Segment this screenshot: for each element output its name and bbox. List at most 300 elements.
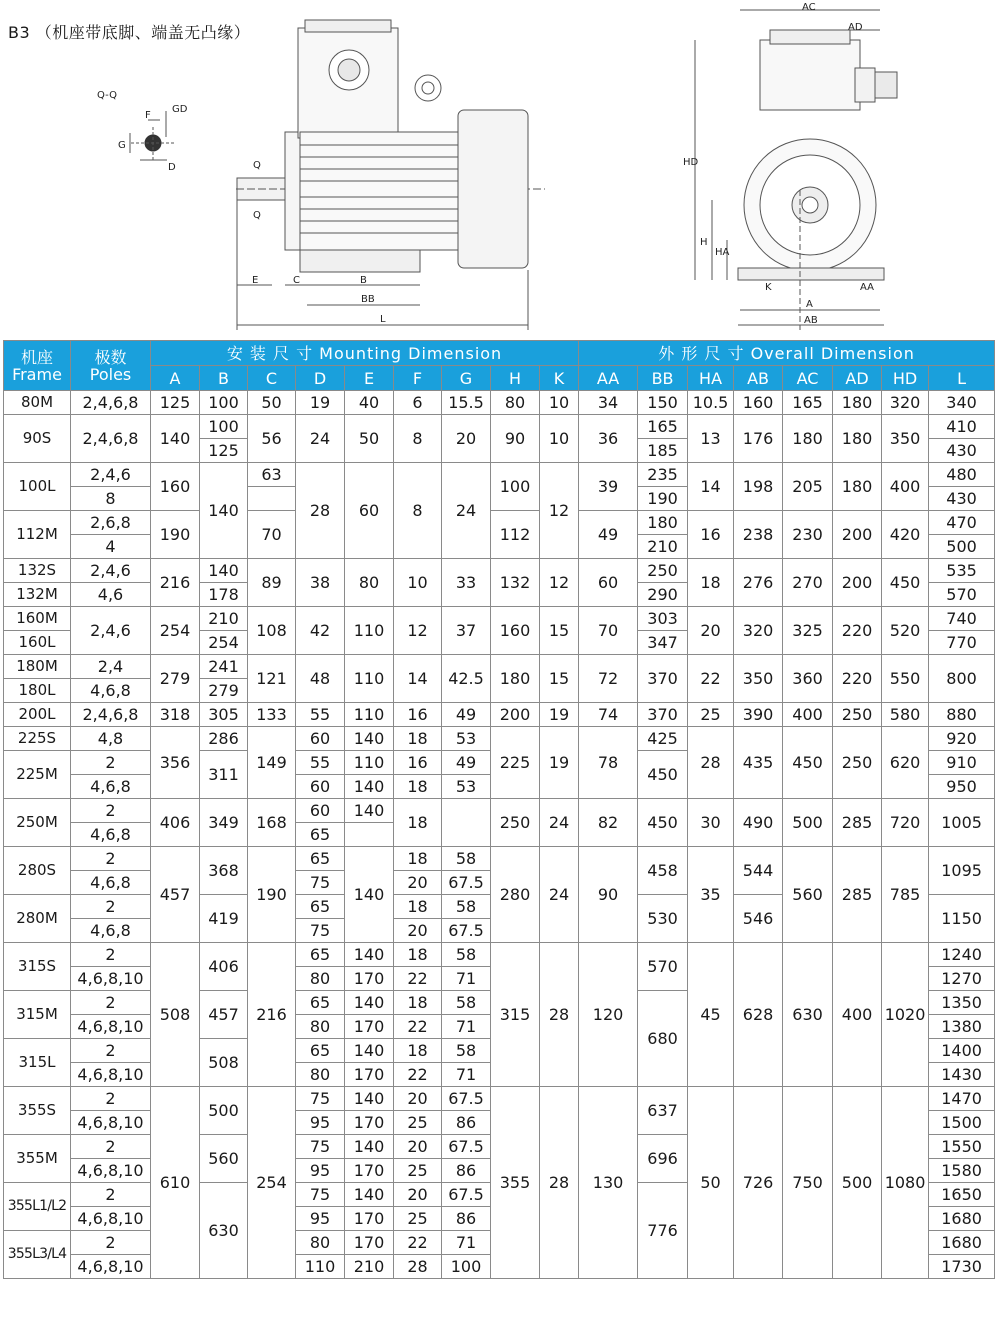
cell-hd: 520: [882, 607, 929, 655]
cell-frame: 180L: [4, 679, 71, 703]
cell-l: 570: [929, 583, 995, 607]
cell-g: 67.5: [442, 871, 491, 895]
cell-l: 1380: [929, 1015, 995, 1039]
cell-e: 140: [345, 1039, 394, 1063]
cell-frame: 250M: [4, 799, 71, 847]
cell-f: 22: [394, 1231, 442, 1255]
cell-frame: 355S: [4, 1087, 71, 1135]
cell-ad: 220: [833, 607, 882, 655]
cell-bb: 150: [638, 391, 688, 415]
cell-l: 1400: [929, 1039, 995, 1063]
cell-k: 24: [540, 799, 579, 847]
label-k: K: [765, 282, 772, 293]
cell-f: 6: [394, 391, 442, 415]
cell-b: 279: [200, 679, 248, 703]
cell-poles: 4,6,8: [71, 823, 151, 847]
cell-bb: 303: [638, 607, 688, 631]
cell-d: 19: [296, 391, 345, 415]
cell-l: 1680: [929, 1207, 995, 1231]
cell-poles: 4,8: [71, 727, 151, 751]
cell-k: 10: [540, 391, 579, 415]
cell-d: 42: [296, 607, 345, 655]
cell-poles: 2,4,6,8: [71, 703, 151, 727]
cell-f: 16: [394, 703, 442, 727]
cell-bb: 530: [638, 895, 688, 943]
cell-f: 25: [394, 1159, 442, 1183]
cell-bb: 370: [638, 655, 688, 703]
cell-poles: 2: [71, 751, 151, 775]
cell-poles: 2: [71, 895, 151, 919]
cell-f: 10: [394, 559, 442, 607]
cell-ac: 270: [783, 559, 833, 607]
label-ac: AC: [802, 2, 816, 13]
cell-frame: 225M: [4, 751, 71, 799]
cell-e: 110: [345, 655, 394, 703]
cell-c: 133: [248, 703, 296, 727]
cell-poles: 4,6,8,10: [71, 1207, 151, 1231]
cell-c: [248, 487, 296, 511]
cell-a: 508: [151, 943, 200, 1087]
cell-f: 20: [394, 1183, 442, 1207]
cell-f: 14: [394, 655, 442, 703]
cell-k: 19: [540, 727, 579, 799]
cell-bb: 450: [638, 799, 688, 847]
table-row: [4, 943, 995, 967]
cell-f: 22: [394, 967, 442, 991]
cell-b: 406: [200, 943, 248, 991]
cell-g: 71: [442, 1231, 491, 1255]
cell-poles: 2,6,8: [71, 511, 151, 535]
cell-ad: 180: [833, 463, 882, 511]
cell-f: 28: [394, 1255, 442, 1279]
cell-frame: 80M: [4, 391, 71, 415]
cell-ac: 500: [783, 799, 833, 847]
label-aa: AA: [860, 282, 874, 293]
cell-aa: 60: [579, 559, 638, 607]
cell-f: 20: [394, 919, 442, 943]
cell-h: 100: [491, 463, 540, 511]
cell-d: 38: [296, 559, 345, 607]
cell-d: 110: [296, 1255, 345, 1279]
cell-hd: 580: [882, 703, 929, 727]
cell-poles: 4,6,8,10: [71, 967, 151, 991]
cell-frame: 355L3/L4: [4, 1231, 71, 1279]
cell-b: 349: [200, 799, 248, 847]
cell-ab: 276: [734, 559, 783, 607]
cell-d: 55: [296, 703, 345, 727]
cell-aa: 130: [579, 1087, 638, 1279]
cell-l: 1095: [929, 847, 995, 895]
cell-a: 457: [151, 847, 200, 943]
cell-b: 140: [200, 463, 248, 559]
cell-a: 216: [151, 559, 200, 607]
cell-ac: 630: [783, 943, 833, 1087]
cell-c: 168: [248, 799, 296, 847]
cell-l: 1240: [929, 943, 995, 967]
cell-bb: 235: [638, 463, 688, 487]
table-row: [4, 415, 995, 439]
label-hd: HD: [683, 157, 699, 168]
cell-poles: 4,6,8,10: [71, 1255, 151, 1279]
cell-ad: 200: [833, 559, 882, 607]
cell-e: 80: [345, 559, 394, 607]
cell-l: 410: [929, 415, 995, 439]
cell-poles: 4,6,8,10: [71, 1159, 151, 1183]
cell-ac: 180: [783, 415, 833, 463]
cell-e: 170: [345, 1159, 394, 1183]
cell-ha: 45: [688, 943, 734, 1087]
cell-h: 280: [491, 847, 540, 943]
cell-d: 75: [296, 1135, 345, 1159]
cell-ab: 628: [734, 943, 783, 1087]
cell-f: 22: [394, 1015, 442, 1039]
cell-aa: 78: [579, 727, 638, 799]
cell-a: 318: [151, 703, 200, 727]
cell-g: 71: [442, 1015, 491, 1039]
cell-l: 1005: [929, 799, 995, 847]
cell-g: [442, 799, 491, 847]
label-h: H: [700, 237, 708, 248]
cell-h: 355: [491, 1087, 540, 1279]
cell-e: 110: [345, 703, 394, 727]
cell-bb: 680: [638, 991, 688, 1087]
cell-g: 67.5: [442, 1183, 491, 1207]
cell-f: 18: [394, 895, 442, 919]
cell-poles: 4,6,8: [71, 679, 151, 703]
cell-a: 125: [151, 391, 200, 415]
cell-g: 86: [442, 1207, 491, 1231]
cell-l: 740: [929, 607, 995, 631]
cell-g: 20: [442, 415, 491, 463]
header-overall-dimension: 外 形 尺 寸 Overall Dimension: [579, 341, 995, 366]
page-title: B3 （机座带底脚、端盖无凸缘）: [8, 23, 251, 42]
cell-bb: 347: [638, 631, 688, 655]
cell-ha: 30: [688, 799, 734, 847]
table-row: [4, 703, 995, 727]
cell-k: 10: [540, 415, 579, 463]
cell-d: 95: [296, 1159, 345, 1183]
cell-d: 80: [296, 1063, 345, 1087]
header-row-columns: [4, 366, 995, 391]
cell-e: 140: [345, 991, 394, 1015]
cell-g: 71: [442, 967, 491, 991]
header-frame-cn: 机座: [20, 347, 53, 367]
header-col-ab: AB: [734, 366, 783, 391]
cell-poles: 8: [71, 487, 151, 511]
header-col-aa: AA: [579, 366, 638, 391]
cell-e: 110: [345, 607, 394, 655]
cell-e: 140: [345, 1183, 394, 1207]
cell-aa: 39: [579, 463, 638, 511]
cell-ab: 390: [734, 703, 783, 727]
motor-drawing: [0, 0, 1000, 340]
label-q-top: Q: [253, 160, 261, 171]
label-l: L: [380, 314, 386, 325]
cell-e: [345, 823, 394, 847]
cell-ad: 250: [833, 703, 882, 727]
header-poles-en: Poles: [89, 364, 132, 384]
cell-e: 140: [345, 1087, 394, 1111]
cell-ha: 20: [688, 607, 734, 655]
cell-h: 132: [491, 559, 540, 607]
cell-l: 470: [929, 511, 995, 535]
cell-b: 368: [200, 847, 248, 895]
cell-e: 170: [345, 1063, 394, 1087]
cell-e: 140: [345, 799, 394, 823]
cell-a: 160: [151, 463, 200, 511]
cell-ac: 450: [783, 727, 833, 799]
cell-c: 63: [248, 463, 296, 487]
cell-l: 1150: [929, 895, 995, 943]
cell-poles: 4,6,8: [71, 871, 151, 895]
cell-frame: 355M: [4, 1135, 71, 1183]
table-row: [4, 847, 995, 871]
cell-aa: 34: [579, 391, 638, 415]
cell-poles: 2: [71, 1135, 151, 1159]
cell-frame: 90S: [4, 415, 71, 463]
cell-l: 1350: [929, 991, 995, 1015]
table-row: [4, 799, 995, 823]
cell-ad: 180: [833, 415, 882, 463]
cell-b: 254: [200, 631, 248, 655]
cell-f: 8: [394, 463, 442, 559]
cell-e: 170: [345, 1231, 394, 1255]
cell-g: 67.5: [442, 1135, 491, 1159]
cell-k: 12: [540, 463, 579, 559]
header-col-h: H: [491, 366, 540, 391]
header-col-ha: HA: [688, 366, 734, 391]
cell-c: 121: [248, 655, 296, 703]
cell-frame: 280M: [4, 895, 71, 943]
cell-b: 311: [200, 751, 248, 799]
cell-g: 86: [442, 1159, 491, 1183]
cell-ac: 165: [783, 391, 833, 415]
cell-frame: 160M: [4, 607, 71, 631]
cell-c: 50: [248, 391, 296, 415]
cell-frame: 100L: [4, 463, 71, 511]
header-row-groups: [4, 341, 995, 366]
cell-ha: 13: [688, 415, 734, 463]
label-q-bottom: Q: [253, 210, 261, 221]
cell-aa: 120: [579, 943, 638, 1087]
cell-a: 140: [151, 415, 200, 463]
header-col-c: C: [248, 366, 296, 391]
cell-a: 190: [151, 511, 200, 559]
cell-g: 53: [442, 775, 491, 799]
cell-ad: 400: [833, 943, 882, 1087]
cell-frame: 200L: [4, 703, 71, 727]
cell-hd: 620: [882, 727, 929, 799]
cell-ab: 198: [734, 463, 783, 511]
cell-ab: 544: [734, 847, 783, 895]
cell-h: 225: [491, 727, 540, 799]
cell-c: 56: [248, 415, 296, 463]
label-b: B: [360, 275, 367, 286]
cell-d: 24: [296, 415, 345, 463]
cell-b: 508: [200, 1039, 248, 1087]
header-col-e: E: [345, 366, 394, 391]
cell-l: 950: [929, 775, 995, 799]
cell-hd: 320: [882, 391, 929, 415]
cell-ha: 25: [688, 703, 734, 727]
cell-poles: 2,4,6,8: [71, 415, 151, 463]
header-col-k: K: [540, 366, 579, 391]
cell-l: 910: [929, 751, 995, 775]
cell-d: 80: [296, 1015, 345, 1039]
cell-g: 24: [442, 463, 491, 559]
cell-b: 241: [200, 655, 248, 679]
header-col-l: L: [929, 366, 995, 391]
cell-d: 60: [296, 727, 345, 751]
cell-poles: 2: [71, 1231, 151, 1255]
cell-poles: 2: [71, 1039, 151, 1063]
cell-e: 140: [345, 727, 394, 751]
cell-frame: 180M: [4, 655, 71, 679]
cell-f: 18: [394, 775, 442, 799]
cell-f: 20: [394, 1135, 442, 1159]
cell-hd: 1020: [882, 943, 929, 1087]
cell-g: 49: [442, 703, 491, 727]
cell-bb: 250: [638, 559, 688, 583]
cell-f: 18: [394, 1039, 442, 1063]
cell-e: 60: [345, 463, 394, 559]
cell-hd: 450: [882, 559, 929, 607]
cell-l: 340: [929, 391, 995, 415]
cell-a: 356: [151, 727, 200, 799]
cell-aa: 49: [579, 511, 638, 559]
cell-l: 480: [929, 463, 995, 487]
cell-aa: 70: [579, 607, 638, 655]
cell-ha: 28: [688, 727, 734, 799]
cell-ad: 285: [833, 847, 882, 943]
cell-f: 18: [394, 799, 442, 847]
cell-e: 140: [345, 847, 394, 943]
cell-l: 1550: [929, 1135, 995, 1159]
label-g: G: [118, 140, 126, 151]
cell-b: 125: [200, 439, 248, 463]
cell-f: 18: [394, 847, 442, 871]
cell-ac: 230: [783, 511, 833, 559]
cell-k: 15: [540, 655, 579, 703]
header-col-bb: BB: [638, 366, 688, 391]
cell-ac: 560: [783, 847, 833, 943]
label-a: A: [806, 299, 813, 310]
cell-f: 16: [394, 751, 442, 775]
header-col-a: A: [151, 366, 200, 391]
cell-h: 90: [491, 415, 540, 463]
cell-g: 53: [442, 727, 491, 751]
cell-e: 110: [345, 751, 394, 775]
cell-poles: 4,6,8: [71, 919, 151, 943]
cell-h: 200: [491, 703, 540, 727]
cell-l: 1470: [929, 1087, 995, 1111]
cell-g: 42.5: [442, 655, 491, 703]
cell-b: 560: [200, 1135, 248, 1183]
cell-ad: 250: [833, 727, 882, 799]
cell-d: 65: [296, 895, 345, 919]
cell-frame: 315M: [4, 991, 71, 1039]
cell-poles: 2: [71, 991, 151, 1015]
cell-b: 210: [200, 607, 248, 631]
cell-frame: 112M: [4, 511, 71, 559]
cell-h: 80: [491, 391, 540, 415]
cell-c: 149: [248, 727, 296, 799]
cell-poles: 4: [71, 535, 151, 559]
cell-g: 15.5: [442, 391, 491, 415]
header-frame: [4, 341, 71, 391]
cell-ab: 546: [734, 895, 783, 943]
cell-ha: 14: [688, 463, 734, 511]
cell-d: 75: [296, 871, 345, 895]
cell-g: 67.5: [442, 1087, 491, 1111]
header-col-f: F: [394, 366, 442, 391]
cell-ad: 180: [833, 391, 882, 415]
cell-c: 89: [248, 559, 296, 607]
cell-f: 22: [394, 1063, 442, 1087]
cell-c: 70: [248, 511, 296, 559]
cell-f: 18: [394, 991, 442, 1015]
cell-b: 630: [200, 1183, 248, 1279]
cell-bb: 425: [638, 727, 688, 751]
cell-l: 1500: [929, 1111, 995, 1135]
cell-k: 19: [540, 703, 579, 727]
cell-d: 65: [296, 943, 345, 967]
header-frame-en: Frame: [12, 364, 62, 384]
cell-ab: 435: [734, 727, 783, 799]
cell-poles: 4,6,8,10: [71, 1063, 151, 1087]
label-e: E: [252, 275, 259, 286]
cell-ac: 750: [783, 1087, 833, 1279]
cell-poles: 2,4,6,8: [71, 391, 151, 415]
cell-h: 160: [491, 607, 540, 655]
cell-g: 49: [442, 751, 491, 775]
cell-c: 190: [248, 847, 296, 943]
cell-g: 58: [442, 847, 491, 871]
cell-ha: 10.5: [688, 391, 734, 415]
cell-e: 50: [345, 415, 394, 463]
cell-k: 12: [540, 559, 579, 607]
cell-l: 1650: [929, 1183, 995, 1207]
cell-g: 71: [442, 1063, 491, 1087]
cell-g: 58: [442, 1039, 491, 1063]
cell-g: 100: [442, 1255, 491, 1279]
table-row: [4, 511, 995, 535]
cell-h: 180: [491, 655, 540, 703]
cell-h: 112: [491, 511, 540, 559]
label-c: C: [293, 275, 300, 286]
cell-d: 65: [296, 823, 345, 847]
cell-l: 1270: [929, 967, 995, 991]
cell-d: 65: [296, 1039, 345, 1063]
cell-bb: 290: [638, 583, 688, 607]
cell-b: 100: [200, 391, 248, 415]
cell-e: 210: [345, 1255, 394, 1279]
cell-f: 25: [394, 1111, 442, 1135]
cell-bb: 210: [638, 535, 688, 559]
cell-d: 48: [296, 655, 345, 703]
cell-poles: 2: [71, 847, 151, 871]
cell-hd: 785: [882, 847, 929, 943]
cell-aa: 90: [579, 847, 638, 943]
cell-bb: 180: [638, 511, 688, 535]
cell-aa: 72: [579, 655, 638, 703]
cell-hd: 1080: [882, 1087, 929, 1279]
cell-e: 140: [345, 943, 394, 967]
cell-k: 15: [540, 607, 579, 655]
cell-bb: 190: [638, 487, 688, 511]
table-row: [4, 1087, 995, 1111]
cell-l: 920: [929, 727, 995, 751]
